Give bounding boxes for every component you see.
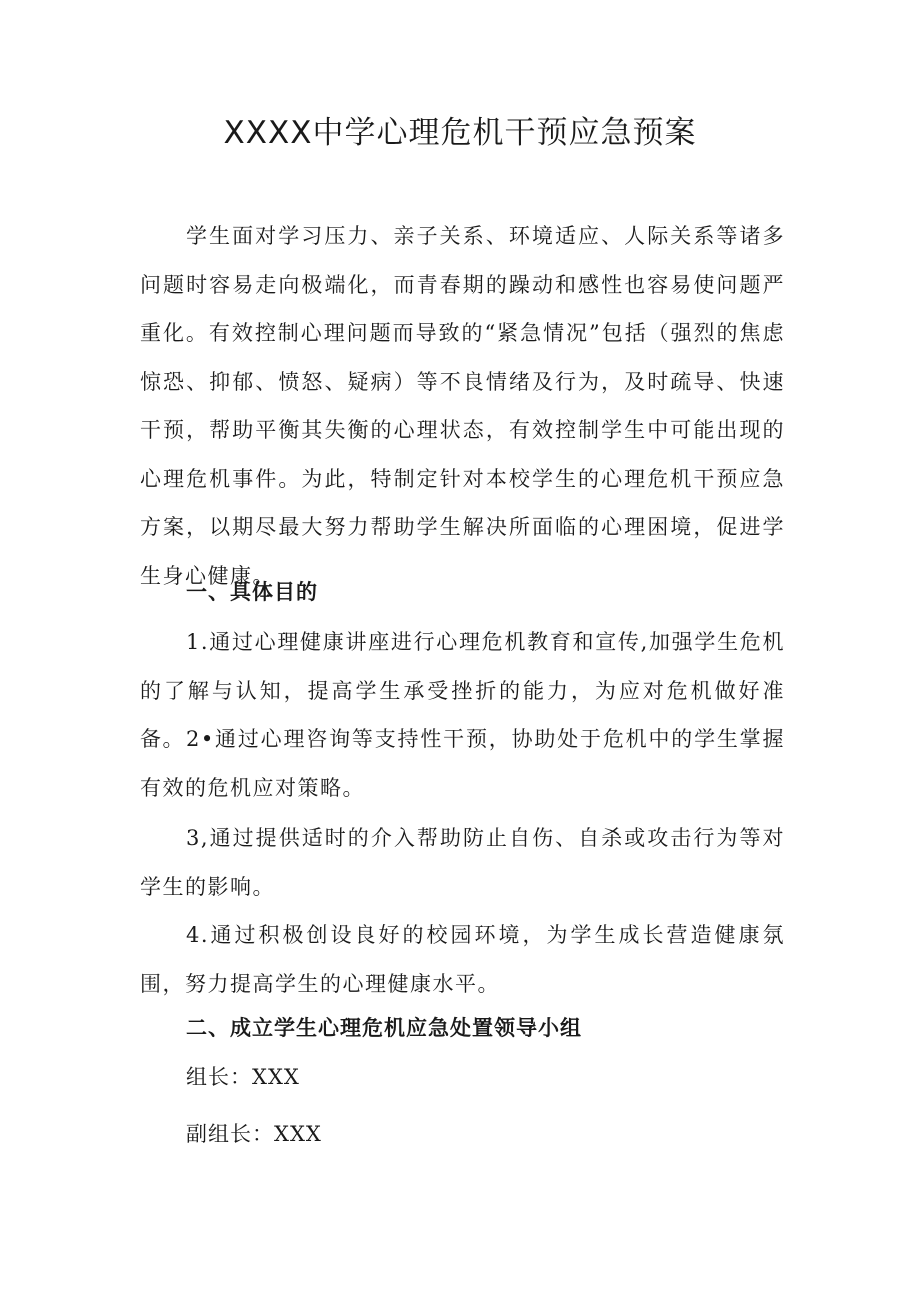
goal-item-1: 1.通过心理健康讲座进行心理危机教育和宣传,加强学生危机的了解与认知，提高学生承受挫折的能力，为应对危机做好准备。 — [140, 630, 785, 751]
section-2-heading: 二、成立学生心理危机应急处置领导小组 — [186, 1016, 582, 1040]
goal-item-4: 4.通过积极创设良好的校园环境，为学生成长营造健康氛围，努力提高学生的心理健康水平。 — [140, 923, 785, 996]
goal-item-3: 3,通过提供适时的介入帮助防止自伤、自杀或攻击行为等对学生的影响。 — [140, 826, 785, 899]
intro-paragraph: 学生面对学习压力、亲子关系、环境适应、人际关系等诸多问题时容易走向极端化，而青春期的躁动和感性也容易使问题严重化。有效控制心理问题而导致的“紧急情况”包括（强烈的焦虑惊恐、抑郁、愤怒、疑病）等不良情绪及行为，及时疏导、快速干预，帮助平衡其失衡的心理状态，有效控制学生中可能出现的心理危机事件。为此，特制定针对本校学生的心理危机干预应急方案，以期尽最大努力帮助学生解决所面临的心理困境，促进学生身心健康。 — [140, 224, 785, 588]
goal-item-2: 2•通过心理咨询等支持性干预，协助处于危机中的学生掌握有效的危机应对策略。 — [140, 727, 785, 800]
group-leader: 组长：XXX — [186, 1065, 300, 1089]
section-1-heading: 一、具体目的 — [186, 580, 318, 604]
deputy-group-leader: 副组长：XXX — [186, 1122, 322, 1146]
document-title: XXXX中学心理危机干预应急预案 — [223, 115, 697, 151]
